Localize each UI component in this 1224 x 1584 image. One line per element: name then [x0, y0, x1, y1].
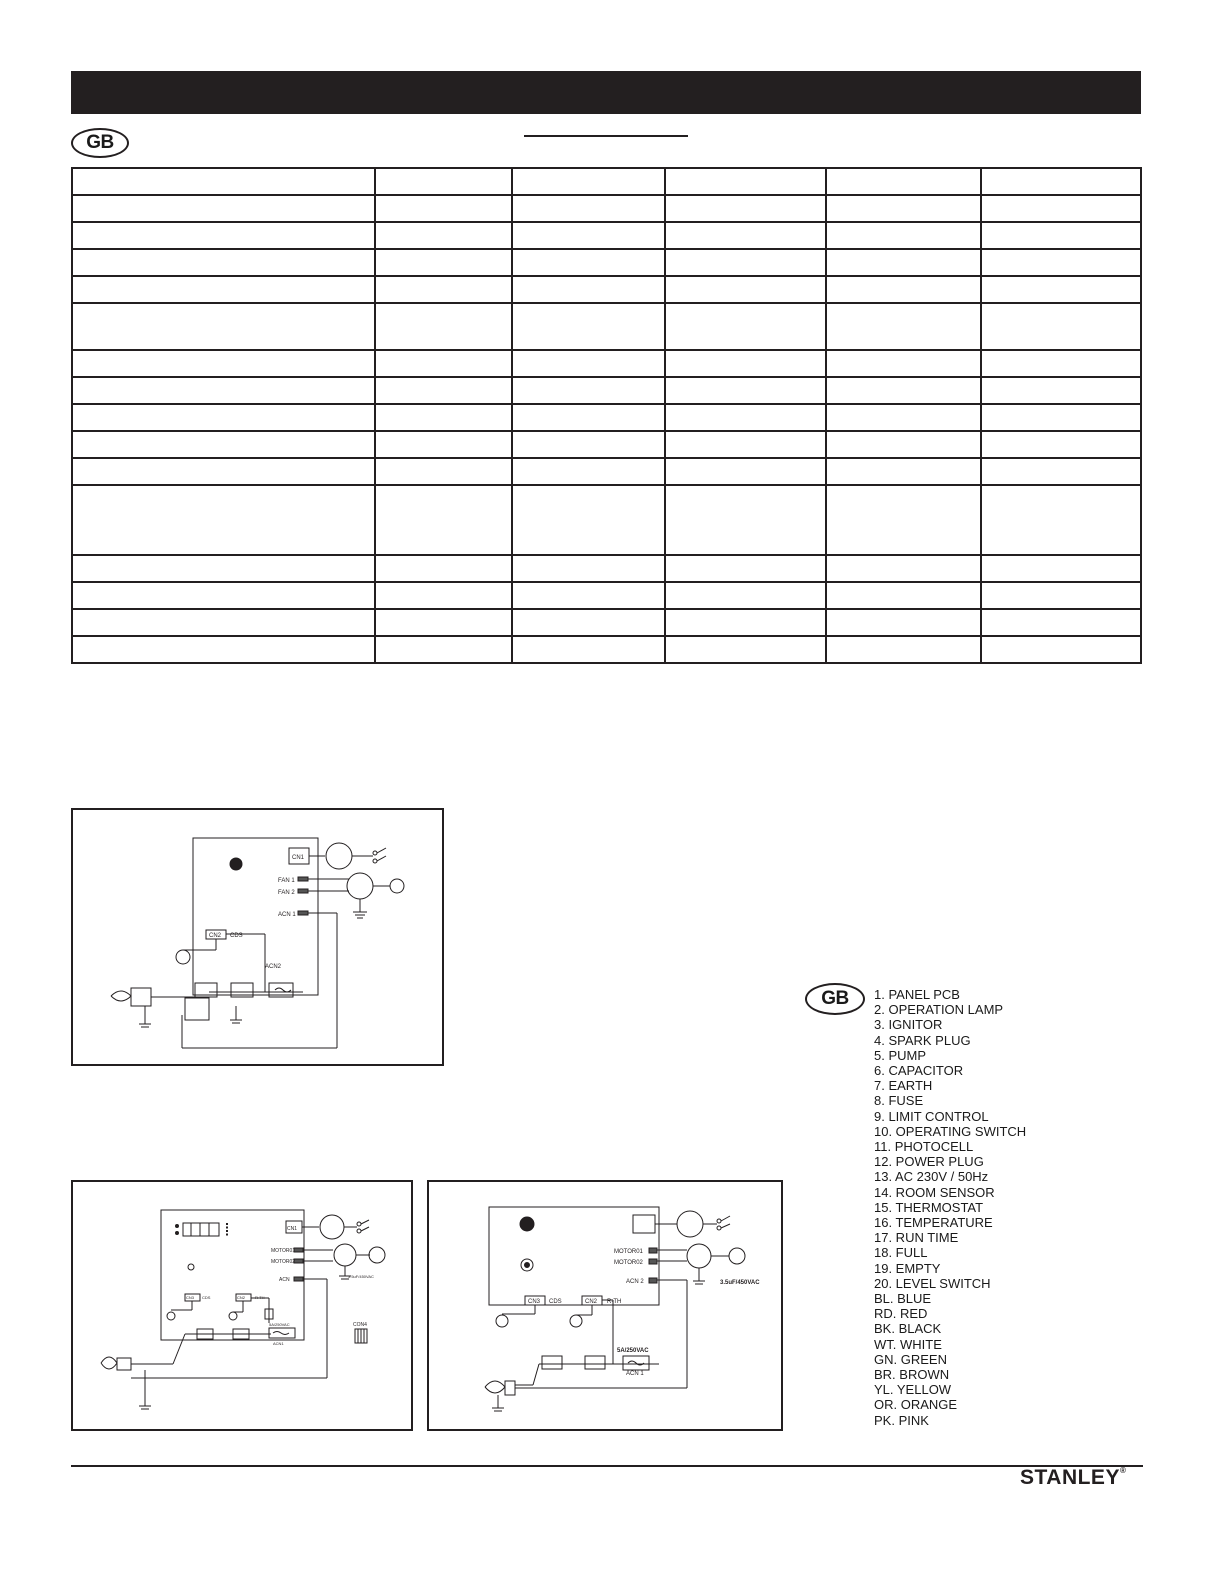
table-cell — [826, 222, 982, 249]
legend-item: 4. SPARK PLUG — [874, 1032, 971, 1048]
table-cell — [981, 350, 1141, 377]
table-cell — [375, 377, 512, 404]
label-motor01: MOTOR01 — [614, 1249, 643, 1255]
operating-switch — [542, 1356, 562, 1369]
table-cell — [665, 582, 826, 609]
table-row — [72, 582, 1141, 609]
table-cell — [826, 377, 982, 404]
legend-item: 16. TEMPERATURE — [874, 1215, 993, 1231]
label-motor02: MOTOR02 — [271, 1259, 296, 1265]
table-cell — [375, 582, 512, 609]
legend-item: 12. POWER PLUG — [874, 1154, 984, 1170]
table-cell — [826, 609, 982, 636]
table-row — [72, 350, 1141, 377]
legend-item: 14. ROOM SENSOR — [874, 1184, 995, 1200]
table-cell — [512, 404, 665, 431]
table-cell — [665, 168, 826, 195]
legend-item: GN. GREEN — [874, 1351, 947, 1367]
table-cell — [981, 377, 1141, 404]
table-row — [72, 377, 1141, 404]
table-cell — [72, 636, 375, 663]
photocell-icon — [496, 1315, 508, 1327]
label-acn1: ACN 1 — [278, 912, 296, 918]
table-row — [72, 195, 1141, 222]
table-cell — [981, 195, 1141, 222]
operation-lamp-icon — [520, 1217, 534, 1231]
table-row — [72, 222, 1141, 249]
label-acn: ACN — [279, 1277, 290, 1283]
room-sensor-icon — [188, 1264, 194, 1270]
table-cell — [375, 404, 512, 431]
table-cell — [72, 303, 375, 350]
table-row — [72, 303, 1141, 350]
table-cell — [375, 350, 512, 377]
table-cell — [981, 404, 1141, 431]
table-cell — [665, 555, 826, 582]
table-cell — [665, 303, 826, 350]
table-cell — [375, 458, 512, 485]
label-motor02: MOTOR02 — [614, 1260, 643, 1266]
pump-icon — [334, 1244, 356, 1266]
table-row — [72, 458, 1141, 485]
legend-item: 9. LIMIT CONTROL — [874, 1108, 989, 1124]
pcb-board — [193, 838, 318, 995]
label-acn1: ACN1 — [273, 1341, 284, 1346]
cn1-connector — [633, 1215, 655, 1233]
label-cds: CDS — [549, 1299, 562, 1305]
wiring-diagram-1 — [71, 808, 444, 1066]
display-panel — [183, 1223, 219, 1236]
legend-item: 10. OPERATING SWITCH — [874, 1123, 1027, 1139]
power-plug-icon — [101, 1357, 117, 1369]
capacitor-icon — [729, 1248, 745, 1264]
photocell-icon — [167, 1312, 175, 1320]
table-cell — [826, 350, 982, 377]
label-fan1: FAN 1 — [278, 878, 295, 884]
table-cell — [826, 485, 982, 555]
table-cell — [72, 276, 375, 303]
legend-item: 2. OPERATION LAMP — [874, 1002, 1004, 1018]
legend-item: 13. AC 230V / 50Hz — [874, 1169, 989, 1185]
table-cell — [981, 609, 1141, 636]
brand-name: STANLEY — [1020, 1466, 1120, 1489]
wiring-diagram-2 — [71, 1180, 413, 1431]
table-cell — [375, 195, 512, 222]
table-cell — [665, 195, 826, 222]
table-cell — [512, 303, 665, 350]
legend-item: 3. IGNITOR — [874, 1017, 943, 1033]
table-row — [72, 404, 1141, 431]
table-cell — [981, 276, 1141, 303]
table-cell — [72, 195, 375, 222]
legend-item: BL. BLUE — [874, 1291, 932, 1307]
capacitor-icon — [369, 1247, 385, 1263]
table-cell — [665, 350, 826, 377]
table-cell — [826, 404, 982, 431]
photocell-icon — [176, 950, 190, 964]
legend-item: OR. ORANGE — [874, 1397, 958, 1413]
capacitor-icon — [390, 879, 404, 893]
footer-rule — [71, 1465, 1143, 1467]
label-cn3: CN3 — [528, 1299, 541, 1305]
legend-item: BK. BLACK — [874, 1321, 942, 1337]
table-cell — [826, 458, 982, 485]
table-cell — [665, 485, 826, 555]
table-cell — [512, 249, 665, 276]
label-cn2: CN2 — [237, 1295, 246, 1300]
table-row — [72, 168, 1141, 195]
legend-item: PK. PINK — [874, 1412, 929, 1428]
table-cell — [512, 458, 665, 485]
operation-lamp-icon — [230, 858, 242, 870]
table-cell — [981, 168, 1141, 195]
table-cell — [512, 485, 665, 555]
label-cds: CDS — [202, 1295, 211, 1300]
fuse — [269, 1328, 295, 1338]
legend-item: 20. LEVEL SWITCH — [874, 1275, 991, 1291]
legend-item: RD. RED — [874, 1306, 928, 1322]
table-cell — [512, 276, 665, 303]
table-cell — [826, 555, 982, 582]
table-cell — [375, 485, 512, 555]
legend-item: 11. PHOTOCELL — [874, 1139, 974, 1155]
table-cell — [826, 303, 982, 350]
pump-icon — [347, 873, 373, 899]
label-cn2: CN2 — [585, 1299, 598, 1305]
label-fuse: 5A/250VAC — [617, 1348, 649, 1354]
table-cell — [981, 485, 1141, 555]
table-cell — [72, 609, 375, 636]
table-cell — [512, 582, 665, 609]
label-acn2: ACN2 — [265, 964, 282, 970]
table-cell — [72, 404, 375, 431]
brand-logo — [1020, 1466, 1126, 1490]
table-cell — [72, 555, 375, 582]
legend-item: 17. RUN TIME — [874, 1230, 959, 1246]
label-capacitor: 3.5uF/450VAC — [348, 1274, 374, 1279]
table-cell — [72, 222, 375, 249]
ignitor-icon — [326, 843, 352, 869]
label-cn3: CN3 — [186, 1295, 195, 1300]
table-cell — [72, 168, 375, 195]
table-cell — [72, 485, 375, 555]
label-rth: R-TH — [255, 1295, 265, 1300]
table-cell — [826, 431, 982, 458]
table-row — [72, 636, 1141, 663]
table-cell — [665, 377, 826, 404]
label-acn1: ACN 1 — [626, 1371, 644, 1377]
limit-control — [585, 1356, 605, 1369]
table-row — [72, 249, 1141, 276]
table-cell — [665, 431, 826, 458]
table-cell — [826, 582, 982, 609]
legend-item: 5. PUMP — [874, 1047, 927, 1063]
table-cell — [375, 609, 512, 636]
label-capacitor: 3.5uF/450VAC — [720, 1280, 760, 1286]
registered-mark: ® — [1119, 1466, 1127, 1475]
header-bar — [71, 71, 1141, 114]
label-motor01: MOTOR01 — [271, 1248, 296, 1254]
label-cn1: CN1 — [292, 855, 305, 861]
table-cell — [72, 458, 375, 485]
table-cell — [665, 404, 826, 431]
table-cell — [512, 168, 665, 195]
table-cell — [375, 249, 512, 276]
table-cell — [512, 555, 665, 582]
wiring-diagram-3 — [427, 1180, 783, 1431]
table-cell — [826, 249, 982, 276]
table-cell — [981, 636, 1141, 663]
table-cell — [981, 431, 1141, 458]
component-legend — [874, 987, 1026, 1428]
table-cell — [72, 377, 375, 404]
table-cell — [512, 195, 665, 222]
table-cell — [375, 431, 512, 458]
table-row — [72, 431, 1141, 458]
table-cell — [72, 582, 375, 609]
label-con4: CON4 — [353, 1322, 367, 1328]
table-cell — [981, 458, 1141, 485]
table-cell — [981, 555, 1141, 582]
table-cell — [665, 636, 826, 663]
table-cell — [512, 350, 665, 377]
table-cell — [665, 249, 826, 276]
table-cell — [375, 168, 512, 195]
pump-icon — [687, 1244, 711, 1268]
table-cell — [72, 431, 375, 458]
table-cell — [512, 431, 665, 458]
table-cell — [826, 276, 982, 303]
legend-item: 6. CAPACITOR — [874, 1063, 964, 1079]
table-cell — [826, 195, 982, 222]
table-row — [72, 609, 1141, 636]
title-underline — [524, 135, 688, 137]
table-cell — [512, 609, 665, 636]
table-cell — [375, 303, 512, 350]
legend-item: YL. YELLOW — [874, 1382, 952, 1398]
table-row — [72, 555, 1141, 582]
label-rth: R-TH — [607, 1299, 622, 1305]
table-cell — [665, 609, 826, 636]
table-cell — [826, 168, 982, 195]
temperature-sensor-icon — [570, 1315, 582, 1327]
power-plug-icon — [485, 1381, 505, 1393]
table-cell — [512, 636, 665, 663]
table-cell — [826, 636, 982, 663]
table-cell — [375, 276, 512, 303]
table-cell — [981, 249, 1141, 276]
legend-item: 18. FULL — [874, 1245, 928, 1261]
language-badge-legend: GB — [805, 983, 865, 1015]
table-cell — [665, 458, 826, 485]
terminal-block — [185, 998, 209, 1020]
spec-table — [71, 167, 1142, 664]
table-cell — [72, 249, 375, 276]
ignitor-icon — [677, 1211, 703, 1237]
table-cell — [512, 222, 665, 249]
label-fan2: FAN 2 — [278, 890, 295, 896]
table-row — [72, 485, 1141, 555]
table-cell — [375, 555, 512, 582]
legend-item: 7. EARTH — [874, 1078, 933, 1094]
table-cell — [981, 303, 1141, 350]
table-cell — [72, 350, 375, 377]
table-cell — [375, 636, 512, 663]
table-cell — [512, 377, 665, 404]
table-cell — [665, 222, 826, 249]
label-cds: CDS — [230, 933, 243, 939]
label-acn2: ACN 2 — [626, 1279, 644, 1285]
legend-item: BR. BROWN — [874, 1367, 950, 1383]
table-cell — [375, 222, 512, 249]
legend-item: 15. THERMOSTAT — [874, 1199, 984, 1215]
label-cn1: CN1 — [287, 1226, 298, 1232]
language-badge-top: GB — [71, 128, 129, 158]
label-fuse: 5A/250VAC — [269, 1322, 290, 1327]
pcb-board — [161, 1210, 304, 1340]
legend-item: 19. EMPTY — [874, 1260, 941, 1276]
legend-item: 8. FUSE — [874, 1093, 924, 1109]
table-cell — [981, 222, 1141, 249]
power-plug-icon — [111, 991, 131, 1001]
label-cn2: CN2 — [209, 933, 222, 939]
legend-item: WT. WHITE — [874, 1336, 942, 1352]
ignitor-icon — [320, 1215, 344, 1239]
table-row — [72, 276, 1141, 303]
table-cell — [665, 276, 826, 303]
legend-item: 1. PANEL PCB — [874, 987, 960, 1002]
temperature-sensor-icon — [229, 1312, 237, 1320]
table-cell — [981, 582, 1141, 609]
